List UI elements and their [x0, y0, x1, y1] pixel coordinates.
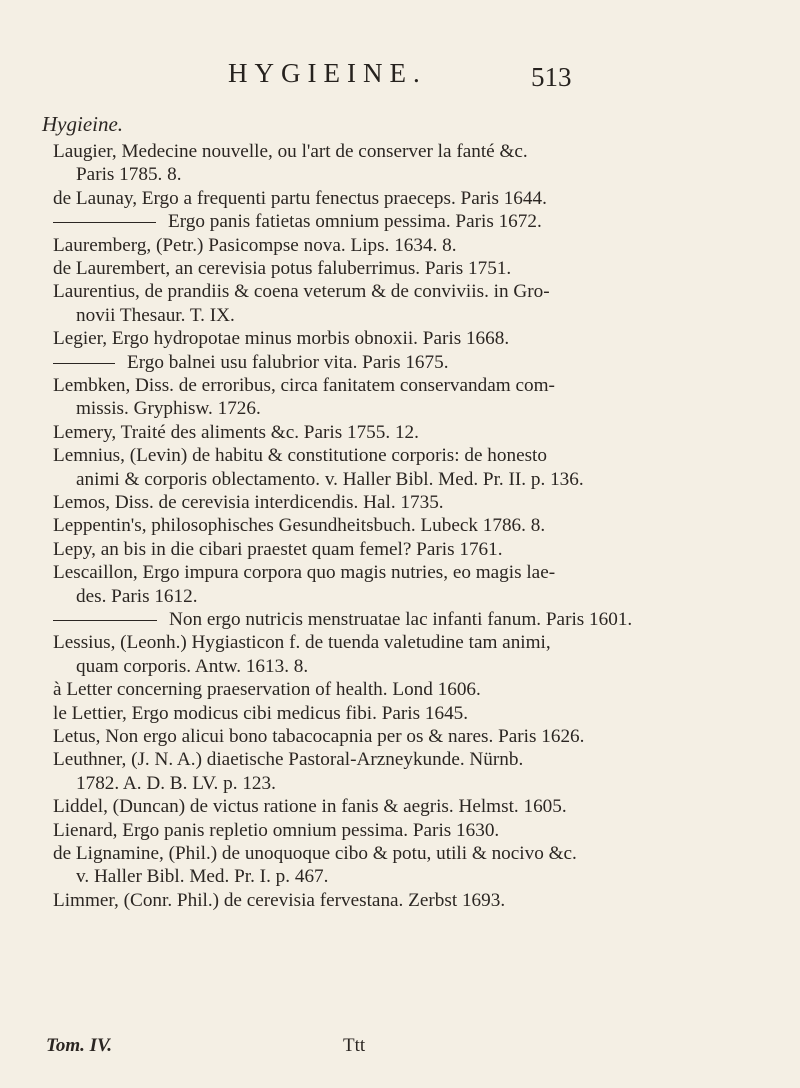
entry-text: Lemery, Traité des aliments &c. Paris 1755. 12.	[53, 421, 419, 443]
entry-line	[53, 538, 503, 561]
entry-line	[53, 187, 547, 210]
entry-text: Lescaillon, Ergo impura corpora quo magis nutries, eo magis lae-	[53, 562, 556, 584]
entry-line	[76, 304, 235, 327]
entry-text: Legier, Ergo hydropotae minus morbis obnoxii. Paris 1668.	[53, 328, 510, 350]
entry-line	[76, 655, 308, 678]
entry-line	[53, 351, 449, 374]
entry-text: Non ergo nutricis menstruatae lac infanti fanum. Paris 1601.	[169, 609, 633, 630]
entry-text: à Letter concerning praeservation of health. Lond 1606.	[53, 679, 481, 701]
entry-line	[53, 702, 468, 725]
entry-text: Ergo panis fatietas omnium pessima. Paris 1672.	[168, 211, 542, 233]
entry-text: Lemnius, (Levin) de habitu & constitutione corporis: de honesto	[53, 445, 547, 467]
entry-text: Laurentius, de prandiis & coena veterum & de conviviis. in Gro-	[53, 281, 550, 303]
entry-line	[53, 608, 632, 631]
entry-text: v. Haller Bibl. Med. Pr. I. p. 467.	[76, 866, 329, 888]
entry-line	[53, 280, 550, 303]
entry-text: Leppentin's, philosophisches Gesundheitsbuch. Lubeck 1786. 8.	[53, 515, 546, 537]
entry-text: Lemos, Diss. de cerevisia interdicendis. Hal. 1735.	[53, 492, 444, 513]
entry-text: novii Thesaur. T. IX.	[76, 304, 235, 326]
entry-text: de Laurembert, an cerevisia potus faluberrimus. Paris 1751.	[53, 258, 512, 279]
entry-line	[76, 163, 182, 186]
entry-line	[76, 772, 276, 795]
signature-mark: Ttt	[343, 1035, 366, 1056]
entry-text: Lauremberg, (Petr.) Pasicompse nova. Lips. 1634. 8.	[53, 234, 457, 256]
running-head: HYGIEINE.	[228, 58, 427, 88]
page-number: 513	[531, 62, 572, 92]
entry-line	[53, 257, 511, 280]
entry-line	[53, 140, 528, 163]
entry-line	[76, 585, 198, 608]
entry-line	[53, 631, 551, 654]
entry-line	[53, 889, 505, 912]
entry-text: Lembken, Diss. de erroribus, circa fanitatem conservandam com-	[53, 375, 555, 396]
entry-text: 1782. A. D. B. LV. p. 123.	[76, 772, 276, 794]
entry-line	[53, 327, 509, 350]
entry-text: Lepy, an bis in die cibari praestet quam femel? Paris 1761.	[53, 538, 503, 560]
entry-text: Laugier, Medecine nouvelle, ou l'art de conserver la fanté &c.	[53, 141, 528, 162]
entry-text: quam corporis. Antw. 1613. 8.	[76, 655, 309, 677]
entry-text: des. Paris 1612.	[76, 585, 198, 607]
entry-text: missis. Gryphisw. 1726.	[76, 398, 261, 420]
entry-text: Limmer, (Conr. Phil.) de cerevisia fervestana. Zerbst 1693.	[53, 889, 506, 911]
entry-line	[53, 421, 419, 444]
entry-line	[53, 210, 542, 233]
entry-line	[76, 397, 261, 420]
entry-line	[53, 491, 444, 514]
entry-text: Leuthner, (J. N. A.) diaetische Pastoral-Arzneykunde. Nürnb.	[53, 749, 524, 771]
entry-line	[53, 444, 547, 467]
ditto-dash	[53, 620, 157, 621]
entry-text: de Lignamine, (Phil.) de unoquoque cibo & potu, utili & nocivo &c.	[53, 843, 577, 864]
entry-text: Lessius, (Leonh.) Hygiasticon f. de tuenda valetudine tam animi,	[53, 632, 551, 654]
entry-text: le Lettier, Ergo modicus cibi medicus fibi. Paris 1645.	[53, 702, 469, 724]
entry-line	[53, 374, 555, 397]
volume-label: Tom. IV.	[46, 1035, 113, 1056]
entry-text: Letus, Non ergo alicui bono tabacocapnia per os & nares. Paris 1626.	[53, 726, 585, 747]
entry-line	[53, 795, 567, 818]
section-title: Hygieine.	[42, 112, 124, 136]
entry-line	[53, 514, 545, 537]
entry-text: Ergo balnei usu falubrior vita. Paris 1675.	[127, 351, 449, 373]
entry-line	[53, 234, 457, 257]
entry-text: Lienard, Ergo panis repletio omnium pessima. Paris 1630.	[53, 819, 500, 841]
entry-text: animi & corporis oblectamento. v. Haller Bibl. Med. Pr. II. p. 136.	[76, 468, 584, 490]
entry-line	[53, 678, 481, 701]
entry-line	[76, 865, 328, 888]
entry-text: Paris 1785. 8.	[76, 164, 182, 186]
entry-line	[53, 725, 584, 748]
ditto-dash	[53, 222, 156, 223]
entry-line	[53, 748, 523, 771]
entry-line	[53, 842, 577, 865]
ditto-dash	[53, 363, 115, 364]
entry-text: Liddel, (Duncan) de victus ratione in fanis & aegris. Helmst. 1605.	[53, 796, 567, 818]
entry-line	[53, 819, 499, 842]
entry-line	[53, 561, 555, 584]
entry-text: de Launay, Ergo a frequenti partu fenectus praeceps. Paris 1644.	[53, 187, 547, 209]
entry-line	[76, 468, 584, 491]
